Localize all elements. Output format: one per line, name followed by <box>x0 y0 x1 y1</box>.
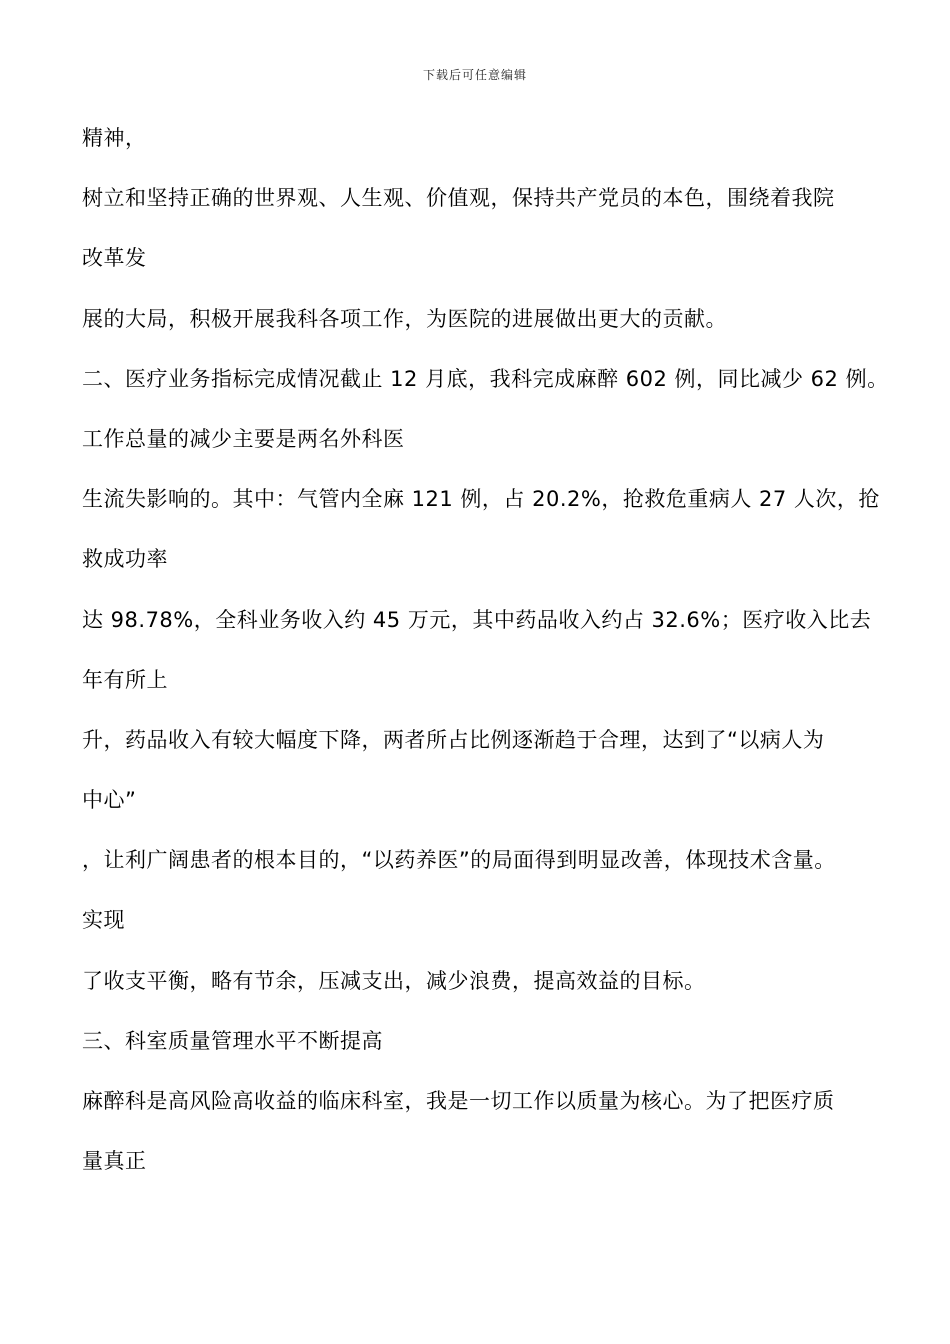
text-line: 生流失影响的。其中：气管内全麻 121 例，占 20.2%，抢救危重病人 27 人次，抢 <box>82 487 880 512</box>
section-heading-3: 三、科室质量管理水平不断提高 <box>82 1028 383 1053</box>
text-line: 达 98.78%，全科业务收入约 45 万元，其中药品收入约占 32.6%；医疗收入比去 <box>82 607 872 632</box>
section-heading-2: 二、医疗业务指标完成情况截止 12 月底，我科完成麻醉 602 例，同比减少 62 例。 <box>82 366 889 391</box>
header-note: 下载后可任意编辑 <box>422 68 527 82</box>
text-line: 救成功率 <box>82 547 168 572</box>
text-line: 年有所上 <box>82 667 168 692</box>
text-line: 工作总量的减少主要是两名外科医 <box>82 426 405 451</box>
text-line: 展的大局，积极开展我科各项工作，为医院的进展做出更大的贡献。 <box>82 306 727 331</box>
text-line: 升，药品收入有较大幅度下降，两者所占比例逐渐趋于合理，达到了“以病人为 <box>82 727 825 752</box>
text-line: 实现 <box>82 908 125 933</box>
document-body <box>82 118 889 1201</box>
text-line: 精神， <box>82 126 147 150</box>
text-line: 树立和坚持正确的世界观、人生观、价值观，保持共产党员的本色，围绕着我院 <box>82 186 835 211</box>
text-line: ，让利广阔患者的根本目的，“以药养医”的局面得到明显改善，体现技术含量。 <box>82 848 836 873</box>
text-line: 量真正 <box>82 1149 147 1174</box>
text-line: 了收支平衡，略有节余，压减支出，减少浪费，提高效益的目标。 <box>82 968 706 993</box>
text-line: 改革发 <box>82 246 147 271</box>
text-line: 麻醉科是高风险高收益的临床科室，我是一切工作以质量为核心。为了把医疗质 <box>82 1089 835 1113</box>
text-line: 中心” <box>82 788 137 813</box>
